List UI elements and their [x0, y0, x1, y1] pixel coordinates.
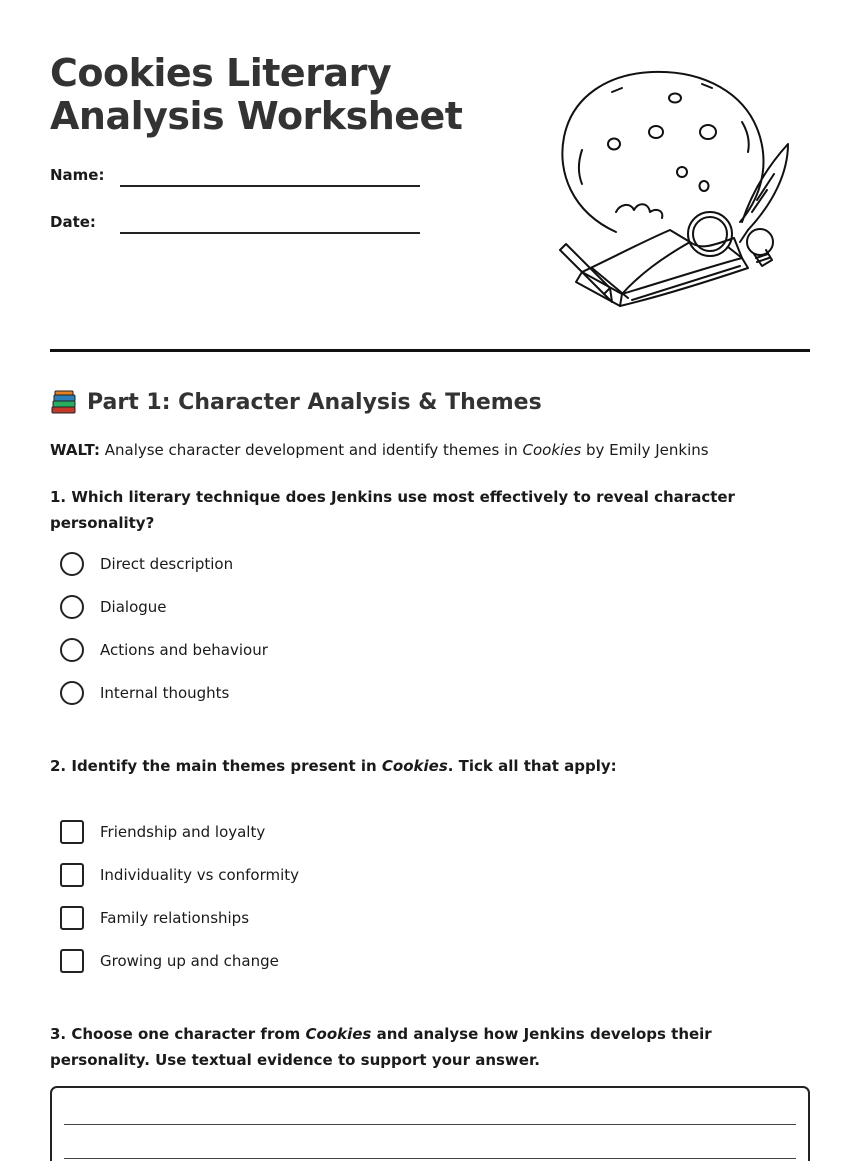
- q3-text-post: and analyse how Jenkins develops their personality. Use textual evidence to support your answer.: [50, 1025, 712, 1069]
- q2-text-post: . Tick all that apply:: [447, 757, 617, 775]
- q2-option-label: Growing up and change: [100, 952, 279, 970]
- worksheet-title: [50, 52, 462, 138]
- name-label: Name:: [50, 166, 105, 184]
- q1-option-label: Dialogue: [100, 598, 167, 616]
- q1-option[interactable]: [60, 638, 268, 662]
- q3-text-pre: 3. Choose one character from: [50, 1025, 306, 1043]
- section-divider: [50, 349, 810, 352]
- walt-text-pre: Analyse character development and identify themes in: [99, 441, 523, 459]
- checkbox[interactable]: [60, 906, 84, 930]
- radio-button[interactable]: [60, 681, 84, 705]
- title-line-1: Cookies Literary: [50, 51, 392, 95]
- q3-book-title: Cookies: [305, 1025, 372, 1043]
- q2-text-pre: 2. Identify the main themes present in: [50, 757, 382, 775]
- radio-button[interactable]: [60, 638, 84, 662]
- question-2: [50, 753, 810, 779]
- part1-heading-text: Part 1: Character Analysis & Themes: [87, 389, 542, 415]
- radio-button[interactable]: [60, 552, 84, 576]
- q2-option[interactable]: [60, 906, 249, 930]
- q2-option-label: Family relationships: [100, 909, 250, 927]
- q1-option[interactable]: [60, 552, 233, 576]
- date-label: Date:: [50, 213, 96, 231]
- checkbox[interactable]: [60, 949, 84, 973]
- answer-line: [64, 1124, 796, 1125]
- q1-option[interactable]: [60, 595, 167, 619]
- books-icon: [50, 388, 78, 416]
- date-line[interactable]: [120, 232, 420, 234]
- name-line[interactable]: [120, 185, 420, 187]
- checkbox[interactable]: [60, 863, 84, 887]
- q2-book-title: Cookies: [381, 757, 448, 775]
- walt-label: WALT:: [50, 441, 100, 459]
- part1-heading: [50, 388, 542, 416]
- title-line-2: Analysis Worksheet: [50, 94, 463, 138]
- question-1: 1. Which literary technique does Jenkins use most effectively to reveal character personality?: [50, 488, 735, 532]
- checkbox[interactable]: [60, 820, 84, 844]
- q1-option[interactable]: [60, 681, 229, 705]
- q1-option-label: Direct description: [100, 555, 234, 573]
- question-3: [50, 1021, 810, 1073]
- radio-button[interactable]: [60, 595, 84, 619]
- q2-option[interactable]: [60, 949, 279, 973]
- walt-statement: [50, 441, 709, 459]
- q3-answer-box[interactable]: [50, 1086, 810, 1161]
- q2-option[interactable]: [60, 863, 299, 887]
- cookie-book-illustration: [552, 62, 798, 314]
- walt-book-title: Cookies: [522, 441, 582, 459]
- q1-option-label: Internal thoughts: [100, 684, 230, 702]
- answer-line: [64, 1158, 796, 1159]
- walt-text-post: by Emily Jenkins: [581, 441, 709, 459]
- q2-option-label: Friendship and loyalty: [100, 823, 266, 841]
- q2-option[interactable]: [60, 820, 265, 844]
- q1-option-label: Actions and behaviour: [100, 641, 268, 659]
- q2-option-label: Individuality vs conformity: [100, 866, 300, 884]
